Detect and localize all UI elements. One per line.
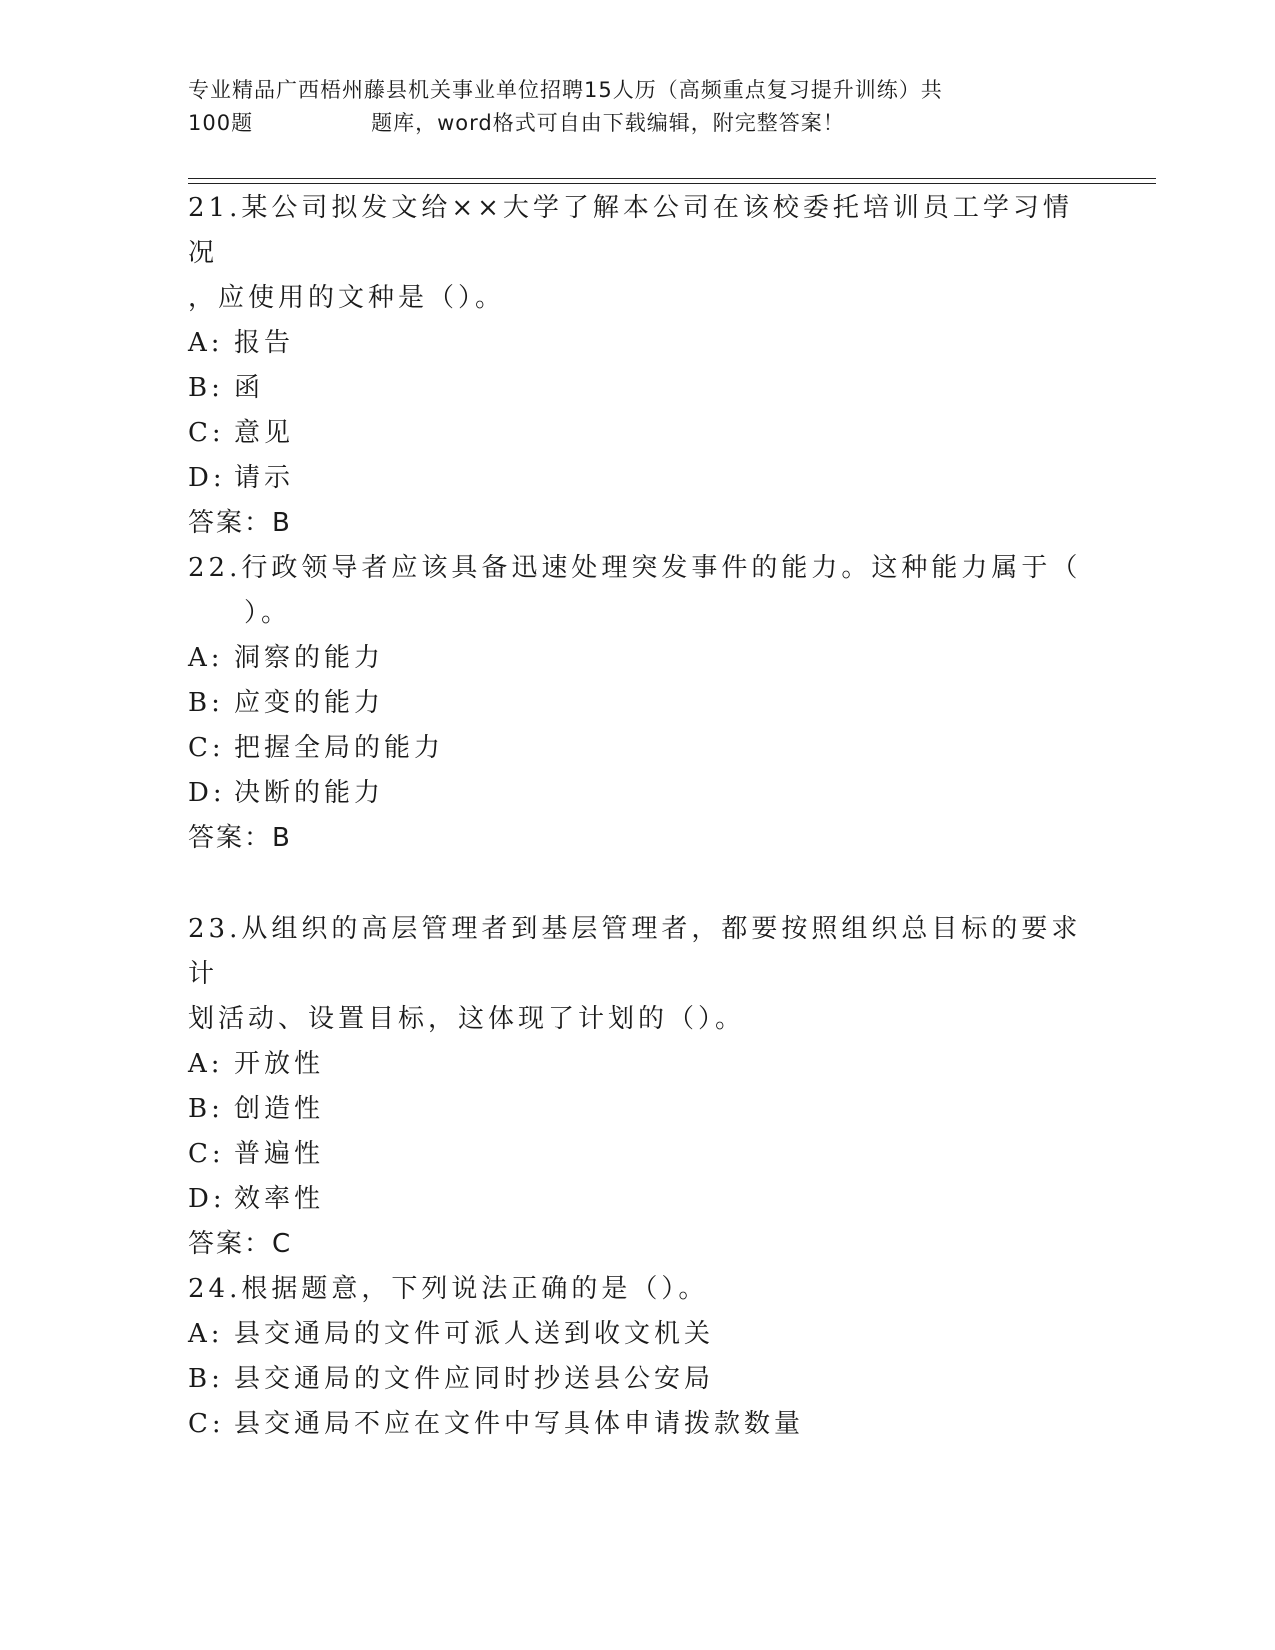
option-a: A: 报告 <box>188 328 295 358</box>
header-line-1: 专业精品广西梧州藤县机关事业单位招聘15人历（高频重点复习提升训练）共 <box>188 78 943 102</box>
option-b: B: 应变的能力 <box>188 688 385 718</box>
answer: 答案：C <box>188 1229 293 1259</box>
option-b: B: 创造性 <box>188 1094 325 1124</box>
question-24 <box>188 1267 1088 1447</box>
option-d: D: 效率性 <box>188 1184 325 1214</box>
option-d: D: 决断的能力 <box>188 778 385 808</box>
option-c: C: 把握全局的能力 <box>188 733 445 763</box>
option-a: A: 开放性 <box>188 1049 325 1079</box>
option-b: B: 县交通局的文件应同时抄送县公安局 <box>188 1364 715 1394</box>
option-a: A: 县交通局的文件可派人送到收文机关 <box>188 1319 715 1349</box>
option-c: C: 意见 <box>188 418 295 448</box>
question-stem-line: 划活动、设置目标，这体现了计划的（）。 <box>188 1004 746 1034</box>
question-stem-line: ，应使用的文种是（）。 <box>188 283 506 313</box>
question-stem-line: ）。 <box>244 598 292 628</box>
option-a: A: 洞察的能力 <box>188 643 385 673</box>
question-stem-line: 22.行政领导者应该具备迅速处理突发事件的能力。这种能力属于（ <box>188 553 1082 583</box>
answer: 答案：B <box>188 508 292 538</box>
header-divider-bottom <box>188 183 1156 184</box>
header-description: 题库，word格式可自由下载编辑，附完整答案！ <box>371 111 845 135</box>
question-21 <box>188 186 1088 546</box>
header-count: 100题 <box>188 111 254 135</box>
option-c: C: 县交通局不应在文件中写具体申请拨款数量 <box>188 1409 805 1439</box>
question-22 <box>188 546 1088 861</box>
question-stem-line: 24.根据题意，下列说法正确的是（）。 <box>188 1274 709 1304</box>
option-b: B: 函 <box>188 373 265 403</box>
document-header <box>188 74 1088 140</box>
question-stem-line: 21.某公司拟发文给××大学了解本公司在该校委托培训员工学习情况 <box>188 193 1073 268</box>
header-divider-top <box>188 178 1156 179</box>
option-d: D: 请示 <box>188 463 295 493</box>
header-line-2 <box>188 107 1088 140</box>
question-23 <box>188 907 1088 1267</box>
question-stem-line: 23.从组织的高层管理者到基层管理者，都要按照组织总目标的要求计 <box>188 914 1082 989</box>
option-c: C: 普遍性 <box>188 1139 325 1169</box>
answer: 答案：B <box>188 823 292 853</box>
